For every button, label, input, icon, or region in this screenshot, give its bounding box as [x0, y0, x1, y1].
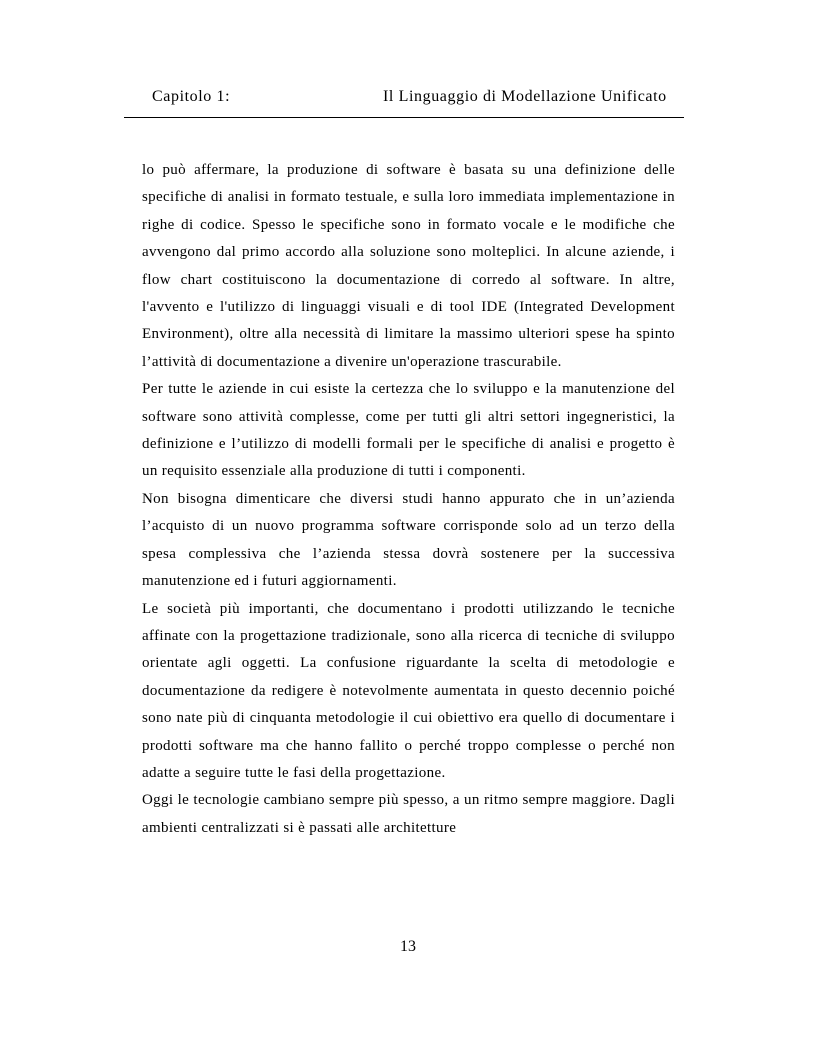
- body-text: [142, 157, 675, 842]
- paragraph: Oggi le tecnologie cambiano sempre più spesso, a un ritmo sempre maggiore. Dagli ambienti centralizzati si è passati alle architetture: [142, 792, 675, 836]
- paragraph: Le società più importanti, che documentano i prodotti utilizzando le tecniche affinate con la progettazione tradizionale, sono alla ricerca di tecniche di sviluppo orientate agli oggetti. La confusione riguardante la scelta di metodologie e documentazione da redigere è notevolmente aumentata in questo decennio poiché sono nate più di cinquanta metodologie il cui obiettivo era quello di documentare i prodotti software ma che hanno fallito o perché troppo complesse o perché non adatte a seguire tutte le fasi della progettazione.: [142, 600, 675, 781]
- running-header-title: Il Linguaggio di Modellazione Unificato: [383, 88, 667, 105]
- paragraph: lo può affermare, la produzione di software è basata su una definizione delle specifiche di analisi in formato testuale, e sulla loro immediata implementazione in righe di codice. Spesso le specifiche sono in formato vocale e le modifiche che avvengono dal primo accordo alla soluzione sono molteplici. In alcune aziende, i flow chart costituiscono la documentazione di corredo al software. In altre, l'avvento e l'utilizzo di linguaggi visuali e di tool IDE (Integrated Development Environment), oltre alla necessità di limitare la massimo ulteriori spese ha spinto l’attività di documentazione a divenire un'operazione trascurabile.: [142, 162, 675, 370]
- page-number-value: 13: [400, 938, 416, 955]
- paragraph: Per tutte le aziende in cui esiste la certezza che lo sviluppo e la manutenzione del software sono attività complesse, come per tutti gli altri settori ingegneristici, la definizione e l’utilizzo di modelli formali per le specifiche di analisi e progetto è un requisito essenziale alla produzione di tutti i componenti.: [142, 381, 675, 480]
- running-header-chapter: Capitolo 1:: [152, 88, 231, 105]
- header-divider: [124, 117, 684, 118]
- page-number: [0, 938, 816, 956]
- paragraph: Non bisogna dimenticare che diversi studi hanno appurato che in un’azienda l’acquisto di un nuovo programma software corrisponde solo ad un terzo della spesa complessiva che l’azienda stessa dovrà sostenere per la successiva manutenzione ed i futuri aggiornamenti.: [142, 490, 675, 590]
